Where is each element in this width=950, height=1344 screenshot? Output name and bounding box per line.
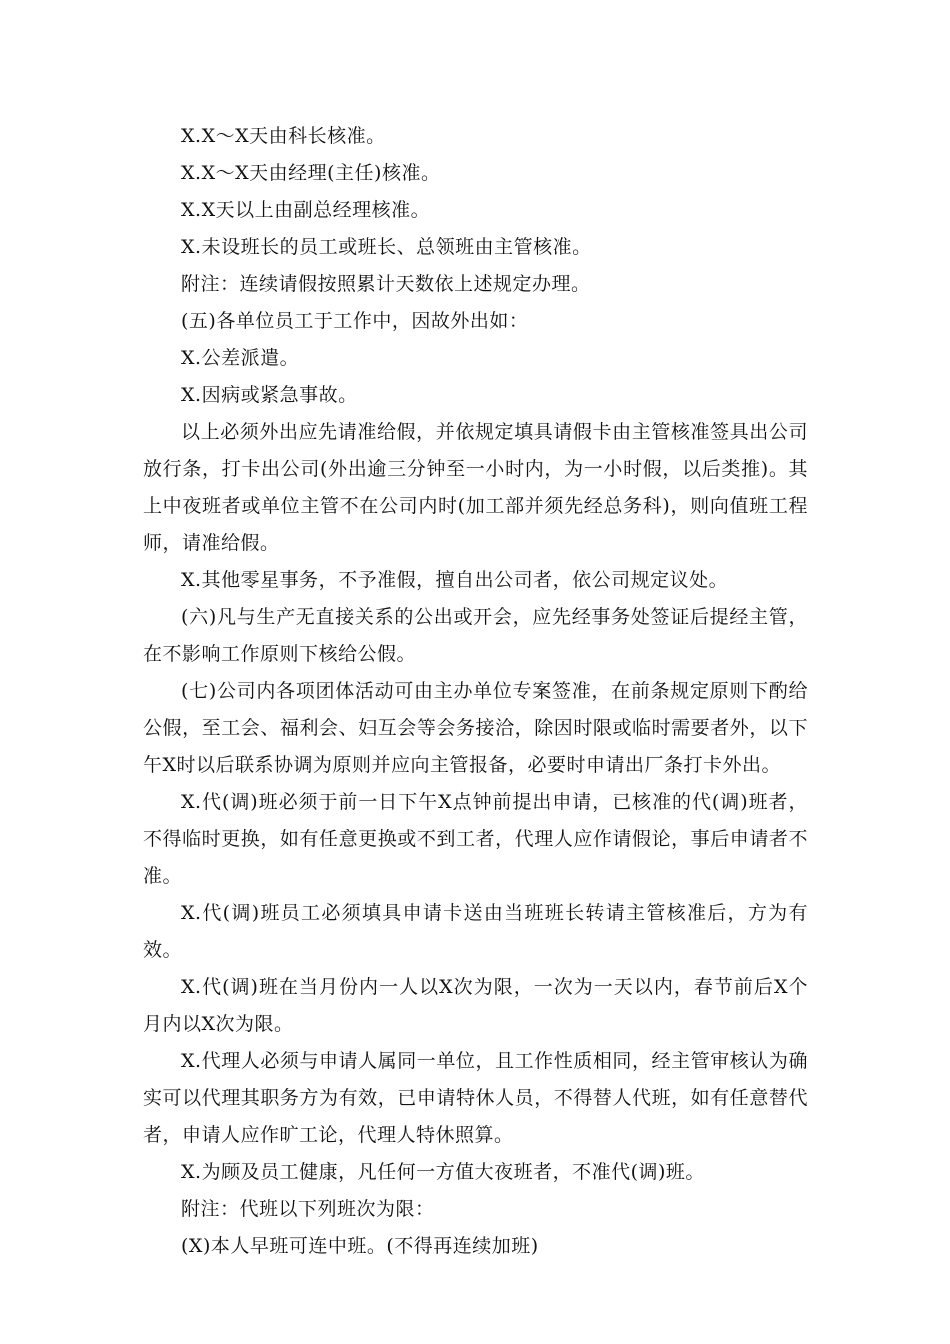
paragraph: X.X～X天由经理(主任)核准。 xyxy=(181,162,441,184)
paragraph: X.其他零星事务，不予准假，擅自出公司者，依公司规定议处。 xyxy=(181,569,729,591)
paragraph: X.未设班长的员工或班长、总领班由主管核准。 xyxy=(181,236,592,258)
paragraph: X.因病或紧急事故。 xyxy=(181,384,358,406)
paragraph: 以上必须外出应先请准给假，并依规定填具请假卡由主管核准签具出公司放行条，打卡出公司(外出逾三分钟至一小时内，为一小时假，以后类推)。其上中夜班者或单位主管不在公司内时(加工部并须先经总务科)，则向值班工程师，请准给假。 xyxy=(143,421,808,554)
paragraph: (X)本人早班可连中班。(不得再连续加班) xyxy=(181,1235,539,1257)
paragraph: X.代理人必须与申请人属同一单位，且工作性质相同，经主管审核认为确实可以代理其职务方为有效，已申请特休人员，不得替人代班，如有任意替代者，申请人应作旷工论，代理人特休照算。 xyxy=(143,1050,808,1146)
paragraph: (六)凡与生产无直接关系的公出或开会，应先经事务处签证后提经主管，在不影响工作原则下核给公假。 xyxy=(143,606,808,665)
paragraph: X.代(调)班必须于前一日下午X点钟前提出申请，已核准的代(调)班者，不得临时更换，如有任意更换或不到工者，代理人应作请假论，事后申请者不准。 xyxy=(143,791,808,887)
paragraph: X.X天以上由副总经理核准。 xyxy=(181,199,431,221)
paragraph: X.公差派遣。 xyxy=(181,347,300,369)
paragraph: (七)公司内各项团体活动可由主办单位专案签准，在前条规定原则下酌给公假，至工会、福利会、妇互会等会务接洽，除因时限或临时需要者外，以下午X时以后联系协调为原则并应向主管报备，必要时申请出厂条打卡外出。 xyxy=(143,680,808,776)
paragraph: X.为顾及员工健康，凡任何一方值大夜班者，不准代(调)班。 xyxy=(181,1161,705,1183)
paragraph: X.代(调)班在当月份内一人以X次为限，一次为一天以内，春节前后X个月内以X次为限。 xyxy=(143,976,808,1035)
paragraph: X.X～X天由科长核准。 xyxy=(181,125,386,147)
paragraph: X.代(调)班员工必须填具申请卡送由当班班长转请主管核准后，方为有效。 xyxy=(143,902,808,961)
paragraph: 附注：连续请假按照累计天数依上述规定办理。 xyxy=(181,273,591,295)
document-body xyxy=(143,118,808,1265)
paragraph: 附注：代班以下列班次为限： xyxy=(181,1198,435,1220)
paragraph: (五)各单位员工于工作中，因故外出如： xyxy=(181,310,529,332)
